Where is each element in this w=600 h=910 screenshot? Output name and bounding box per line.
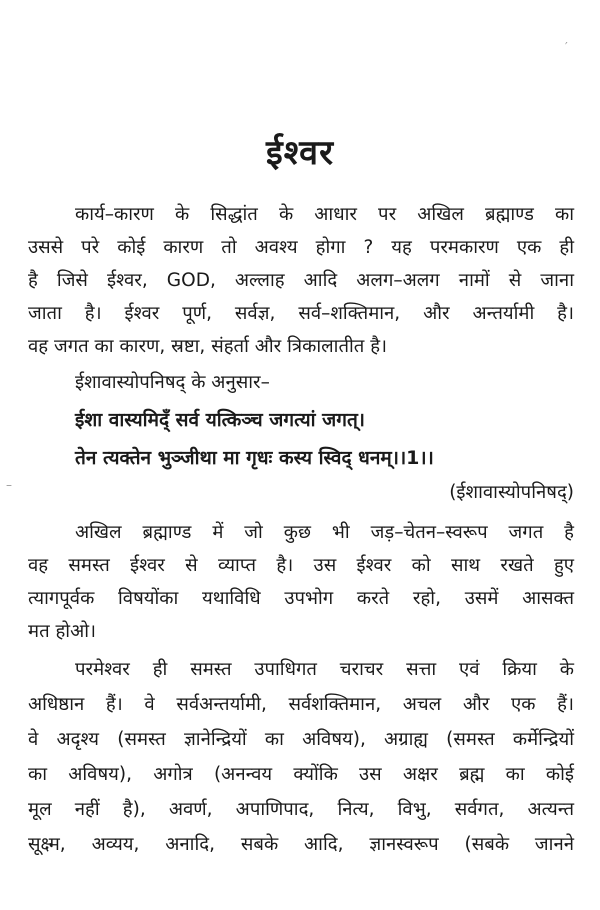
scan-mark: ′ [565, 40, 568, 54]
verse-line-1: ईशा वास्यमिद्ँ सर्व यत्किञ्च जगत्यां जगत्। [75, 409, 365, 431]
paragraph-2-line-4: मत होओ। [28, 621, 97, 642]
paragraph-1-line-1: कार्य–कारण के सिद्धांत के आधार पर अखिल ब्रह्माण्ड का [75, 204, 574, 225]
verse-intro: ईशावास्योपनिषद् के अनुसार– [75, 372, 270, 393]
paragraph-3-line-5: मूल नहीं है), अवर्ण, अपाणिपाद, नित्य, विभु, सर्वगत, अत्यन्त [28, 799, 574, 820]
paragraph-2-line-1: अखिल ब्रह्माण्ड में जो कुछ भी जड़–चेतन–स्वरूप जगत है [75, 522, 574, 543]
paragraph-3-line-4: का अविषय), अगोत्र (अनन्वय क्योंकि उस अक्षर ब्रह्म का कोई [28, 764, 574, 785]
paragraph-1-line-4: जाता है। ईश्वर पूर्ण, सर्वज्ञ, सर्व–शक्तिमान, और अन्तर्यामी है। [28, 303, 574, 324]
paragraph-3-line-3: वे अदृश्य (समस्त ज्ञानेन्द्रियों का अविषय), अग्राह्य (समस्त कर्मेन्द्रियों [28, 729, 574, 750]
paragraph-3-line-6: सूक्ष्म, अव्यय, अनादि, सबके आदि, ज्ञानस्वरूप (सबके जानने [28, 834, 574, 855]
verse-line-2: तेन त्यक्तेन भुञ्जीथा मा गृधः कस्य स्विद् धनम्।।1।। [75, 447, 434, 469]
verse-source: (ईशावास्योपनिषद्) [449, 482, 574, 503]
paragraph-1-line-2: उससे परे कोई कारण तो अवश्य होगा ? यह परमकारण एक ही [28, 237, 574, 258]
scan-mark: – [6, 478, 12, 492]
paragraph-3-line-1: परमेश्वर ही समस्त उपाधिगत चराचर सत्ता एवं क्रिया के [75, 659, 574, 680]
paragraph-2-line-3: त्यागपूर्वक विषयोंका यथाविधि उपभोग करते रहो, उसमें आसक्त [28, 588, 574, 609]
paragraph-2-line-2: वह समस्त ईश्वर से व्याप्त है। उस ईश्वर को साथ रखते हुए [28, 555, 574, 576]
paragraph-1-line-3: है जिसे ईश्वर, GOD, अल्लाह आदि अलग–अलग नामों से जाना [28, 270, 574, 291]
paragraph-3-line-2: अधिष्ठान हैं। वे सर्वअन्तर्यामी, सर्वशक्तिमान, अचल और एक हैं। [28, 694, 574, 715]
page-title: ईश्वर [266, 133, 334, 173]
paragraph-1-line-5: वह जगत का कारण, स्रष्टा, संहर्ता और त्रिकालातीत है। [28, 336, 388, 357]
